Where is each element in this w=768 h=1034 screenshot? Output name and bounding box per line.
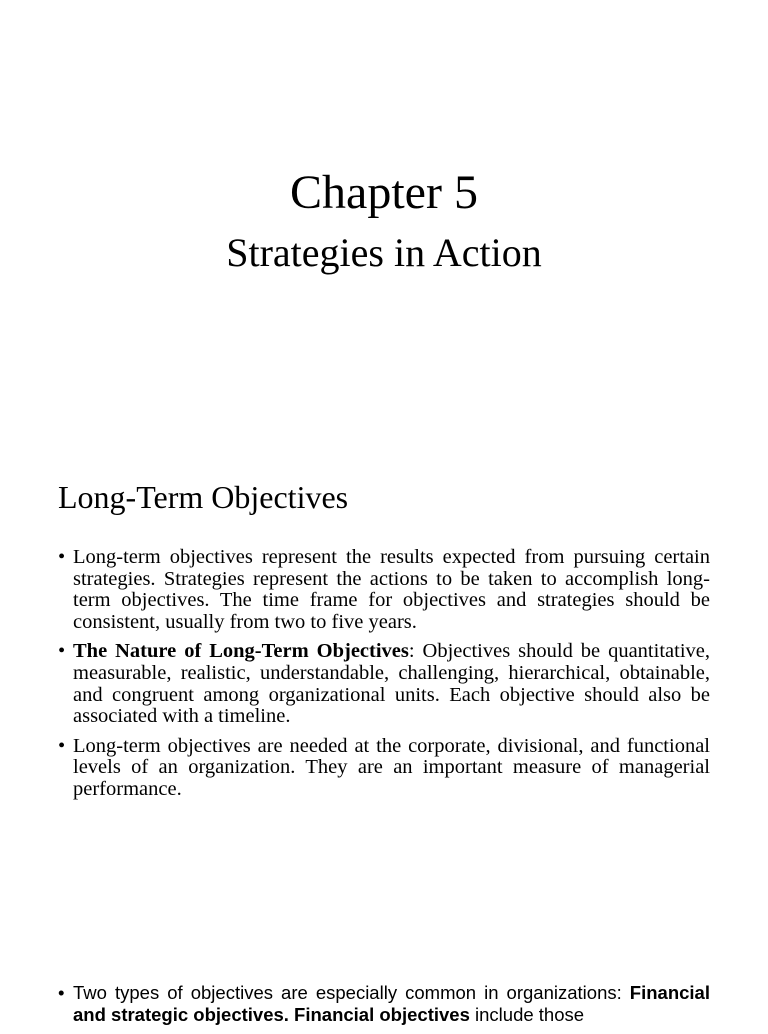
bullet-bold-term: Financial and strategic objectives. Financial objectives xyxy=(73,982,710,1025)
bullet-item xyxy=(58,982,710,1026)
bullet-bold-term: The Nature of Long-Term Objectives xyxy=(73,640,409,663)
bullet-text: Two types of objectives are especially common in organizations: xyxy=(73,982,630,1003)
chapter-subtitle: Strategies in Action xyxy=(226,230,542,275)
bullet-item xyxy=(58,641,710,727)
objectives-types-slide xyxy=(0,980,768,1024)
chapter-title: Chapter 5 xyxy=(290,166,478,219)
title-slide xyxy=(0,0,768,450)
bullet-text: : Objectives should be quantitative, measurable, realistic, understandable, challenging, hierarchical, obtainable, and congruent among organizational units. Each objective should also be associated with a timeline. xyxy=(73,640,710,728)
bullet-list xyxy=(58,982,710,1034)
bullet-list xyxy=(58,547,710,809)
bullet-item xyxy=(58,547,710,633)
bullet-text: include those xyxy=(469,1004,585,1025)
slide-heading: Long-Term Objectives xyxy=(58,479,349,515)
bullet-text: Long-term objectives represent the results expected from pursuing certain strategies. Strategies represent the actions to be taken to accomplish long-term objectives. The time frame for objectives and strategies should be consistent, usually from two to five years. xyxy=(73,546,710,633)
bullet-item xyxy=(58,736,710,801)
objectives-slide xyxy=(0,450,768,980)
bullet-text: Long-term objectives are needed at the corporate, divisional, and functional levels of an organization. They are an important measure of managerial performance. xyxy=(73,734,710,800)
